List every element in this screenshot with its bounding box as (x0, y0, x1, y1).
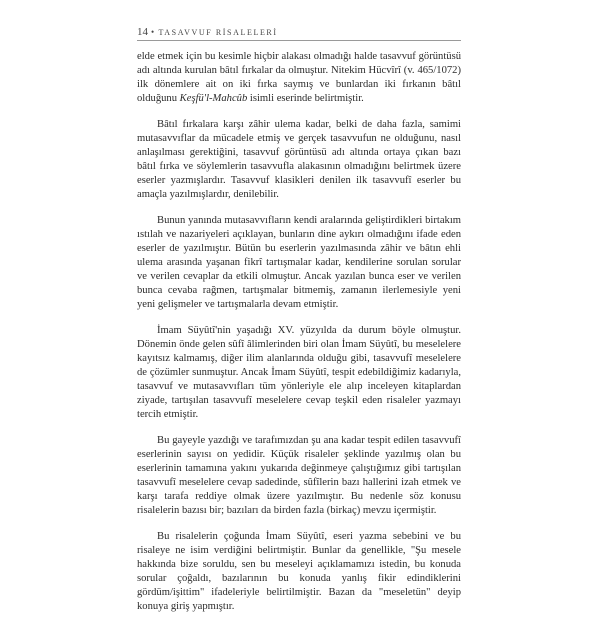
book-reference-italic: Keşfü'l-Mahcûb (179, 93, 248, 104)
paragraph-6: Bu risalelerin çoğunda İmam Süyûtî, eseri yazma sebebini ve bu risaleye ne isim verdiğini belirtmiştir. Bunlar da genellikle, "Şu mesele hakkında bize soruldu, sen bu meseleyi açıklamamızı istedin, bu konuda sorular çoğaldı, bazılarının bu konuda yanlış fikir edindiklerini gördüm/işittim" ifadeleriyle belirtilmiştir. Bazan da "meseletün" deyip konuya giriş yapmıştır. (137, 531, 461, 612)
paragraph-3: Bunun yanında mutasavvıfların kendi aralarında geliştirdikleri birtakım ıstılah ve nazariyeleri açıklayan, bunların dine aykırı olmadığını ifade eden eserler de yazılmıştır. Bütün bu eserlerin yazılmasında zâhir ve bâtın ehli ulema arasında yaşanan fikrî tartışmalar kadar, kendilerine sorulan sorular ve verilen cevaplar da etkili olmuştur. Ancak yazılan bunca eser ve verilen bunca cevaba rağmen, tartışmalar bitmemiş, zamanın ilerlemesiyle yeni yeni gelişmeler ve tartışmalarla devam etmiştir. (137, 215, 461, 310)
paragraph-2: Bâtıl fırkalara karşı zâhir ulema kadar, belki de daha fazla, samimi mutasavvıflar da mücadele etmiş ve gerçek tasavvufun ne olduğunu, nasıl anlaşılması gerektiğini, tasavvuf görüntüsü adı altında ortaya çıkan bazı bâtıl fırka ve söylemlerin tasavvufla alakasının olmadığını belirtmek üzere eserler yazmışlardır. Tasavvuf klasikleri denilen ilk tasavvufî eserler bu amaçla yazılmışlardır, denilebilir. (137, 119, 461, 200)
separator-bullet: • (151, 27, 156, 37)
paragraph-1 (137, 50, 461, 106)
running-head (137, 26, 461, 41)
paragraph-5: Bu gayeyle yazdığı ve tarafımızdan şu ana kadar tespit edilen tasavvufî eserlerinin sayısı on yedidir. Küçük risaleler şeklinde yazılmış olan bu eserlerinin tamamına yakını yukarıda değinmeye çalıştığımız gibi tartışılan tasavvufî meselelere cevap sadedinde, sûfîlerin bazı hallerini izah etmek ve karşı tarafa reddiye olmak üzere yazılmıştır. Bu nedenle söz konusu risalelerin bazısı bir; bazıları da birden fazla (birkaç) mevzu içermiştir. (137, 435, 461, 516)
page-number: 14 (137, 26, 148, 38)
paragraph-4: İmam Süyûtî'nin yaşadığı XV. yüzyılda da durum böyle olmuştur. Dönemin önde gelen sûfî âlimlerinden biri olan İmam Süyûtî, bu meselelere kayıtsız kalmamış, diğer ilim alanlarında olduğu gibi, tasavvufî meselelere de çözümler sunmuştur. Ancak İmam Süyûtî, tespit edebildiğimiz kadarıyla, tasavvuf ve mutasavvıfları tüm yönleriyle ele alıp inceleyen kitaplardan ziyade, tartışılan tasavvufî meselelere cevap teşkil eden risaleler yazmayı tercih etmiştir. (137, 325, 461, 420)
paragraph-text: elde etmek için bu kesimle hiçbir alakası olmadığı halde tasavvuf görüntüsü adı altında kurulan bâtıl fırkalar da olmuştur. Nitekim Hücvîrî (v. 465/1072) ilk dönemlere ait on iki fırka saymış ve bunlardan iki fırkanın bâtıl olduğunu (137, 51, 461, 104)
book-title: TASAVVUF RİSALELERİ (158, 28, 278, 37)
paragraph-text: isimli eserinde belirtmiştir. (247, 93, 364, 104)
book-page (137, 26, 461, 626)
